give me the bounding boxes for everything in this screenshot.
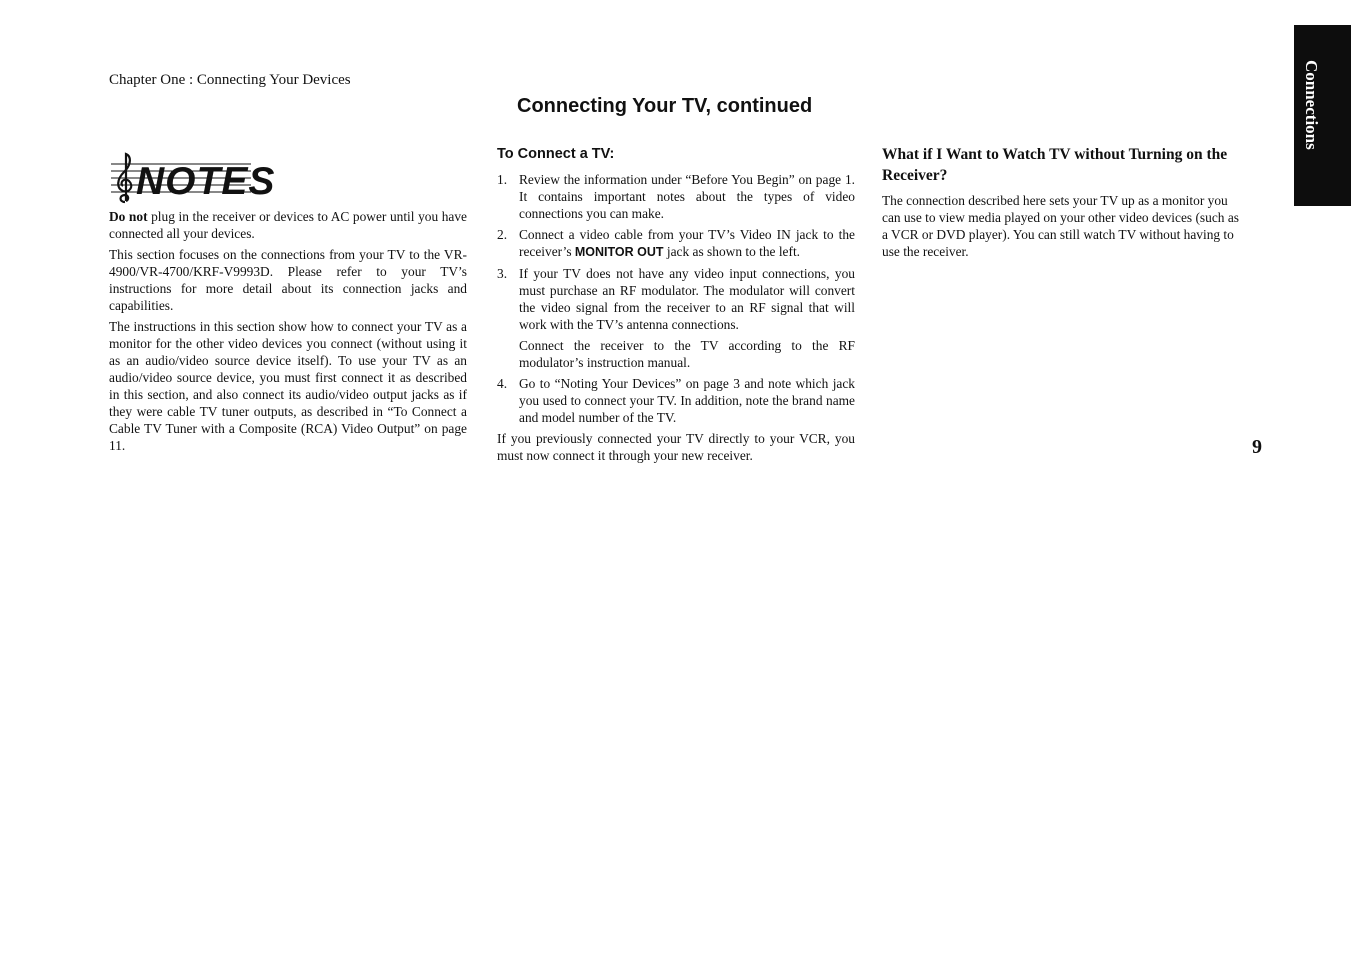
step-number: 3.	[497, 266, 508, 281]
notes-bold-lead: Do not	[109, 209, 148, 224]
section-body: The connection described here sets your TV up as a monitor you can use to view media played on your other video devices (such as a VCR or DVD player). You can still watch TV without having to use the receiver.	[882, 193, 1239, 259]
side-tab	[1294, 25, 1351, 206]
chapter-header: Chapter One : Connecting Your Devices	[109, 72, 351, 88]
list-item	[497, 375, 855, 426]
step-text: Review the information under “Before You Begin” on page 1. It contains important notes about the types of video connections you can make.	[519, 172, 855, 221]
notes-text: plug in the receiver or devices to AC power until you have connected all your devices.	[109, 209, 467, 241]
notes-paragraph: This section focuses on the connections from your TV to the VR-4900/VR-4700/KRF-V9993D. Please refer to your TV’s instructions for more detail about its connection jacks and capabilities.	[109, 247, 467, 313]
jack-label: MONITOR OUT	[574, 245, 664, 259]
notes-logo	[109, 150, 276, 206]
step-number: 4.	[497, 376, 508, 391]
section-heading: To Connect a TV:	[497, 146, 615, 162]
list-item	[497, 265, 855, 371]
list-item	[497, 226, 855, 261]
step-text-part: jack as shown to the left.	[663, 244, 801, 259]
step-number: 2.	[497, 227, 508, 242]
notes-column	[109, 150, 467, 458]
step-text: If your TV does not have any video input connections, you must purchase an RF modulator. The modulator will convert the video signal from the receiver to an RF signal that will work with the TV’s antenna connections.	[519, 266, 855, 332]
page-number: 9	[1252, 436, 1262, 458]
step-text-extra: Connect the receiver to the TV according to the RF modulator’s instruction manual.	[519, 338, 855, 370]
notes-paragraph	[109, 208, 467, 242]
notes-logo-text: NOTES	[136, 160, 276, 203]
step-text: Go to “Noting Your Devices” on page 3 and note which jack you used to connect your TV. In addition, note the brand name and model number of the TV.	[519, 376, 855, 425]
step-text	[519, 226, 855, 261]
section-footer: If you previously connected your TV directly to your VCR, you must now connect it through your new receiver.	[497, 431, 855, 463]
list-item	[497, 171, 855, 222]
notes-paragraph: The instructions in this section show how to connect your TV as a monitor for the other video devices you connect (without using it as an audio/video source device itself). To use your TV as an audio/video source device, you must first connect it as described in this section, and also connect its audio/video output jacks as if they were cable TV tuner outputs, as described in “To Connect a Cable TV Tuner with a Composite (RCA) Video Output” on page 11.	[109, 319, 467, 453]
side-tab-label: Connections	[1302, 60, 1321, 150]
connect-tv-column	[497, 144, 855, 468]
step-text-part: Connect a video cable from your TV’s Video IN jack to the receiver’s	[519, 227, 855, 259]
page-title: Connecting Your TV, continued	[517, 95, 813, 117]
section-heading: What if I Want to Watch TV without Turning on the Receiver?	[882, 146, 1228, 184]
step-number: 1.	[497, 172, 508, 187]
watch-tv-column	[882, 144, 1242, 264]
steps-list	[497, 171, 855, 426]
